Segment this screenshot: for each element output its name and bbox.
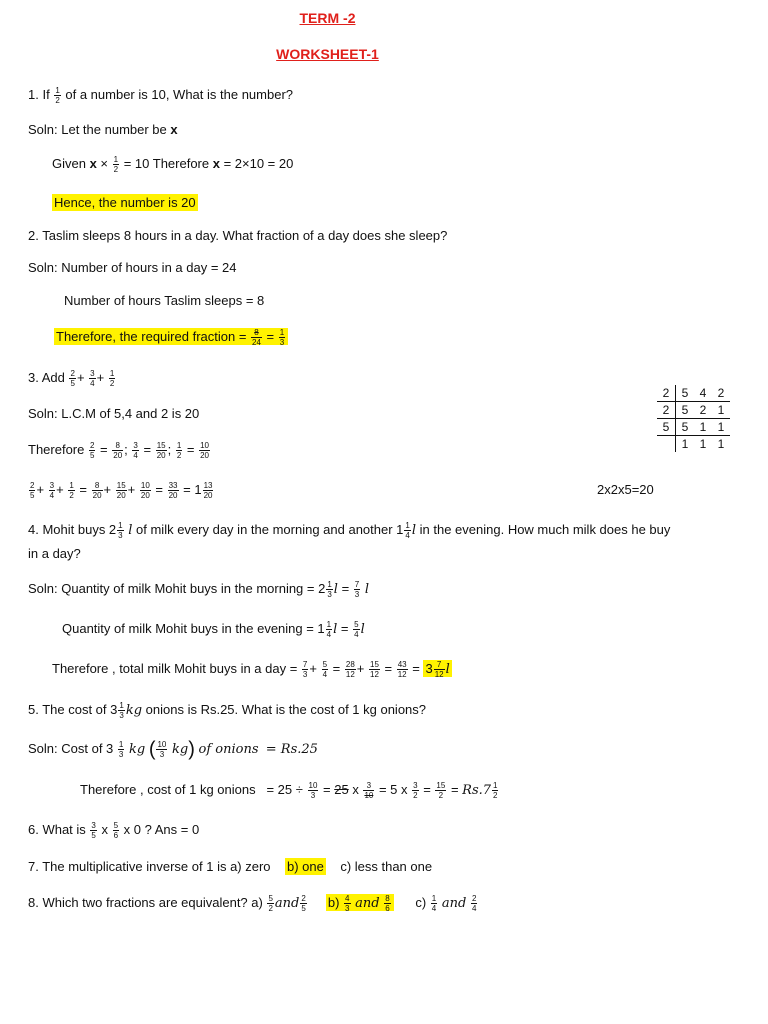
question-8: 8. Which two fractions are equivalent? a) $\frac{5}{2}$ and $\frac{2}{5}$ b) $\frac{4}{3}$ and $\frac{8}{6}$ c) $\frac{1}{4}$ and $\frac{2}{4}$ <box>28 894 477 913</box>
q3-lcm-line: Soln: L.C.M of 5,4 and 2 is 20 <box>28 406 200 421</box>
fraction: $\frac{1}{2}$ <box>55 86 60 105</box>
question-4-cont: in a day? <box>28 546 81 561</box>
q4-evening: Quantity of milk Mohit buys in the evening = 1 $\frac{1}{4}$ l = $\frac{5}{4}$ l <box>62 620 365 639</box>
question-2: 2. Taslim sleeps 8 hours in a day. What fraction of a day does she sleep? <box>28 228 448 243</box>
q1-solution-line: Soln: Let the number be x <box>28 122 178 137</box>
term-heading: TERM -2 <box>299 10 356 26</box>
q3-sum-line: $\frac{2}{5}$ + $\frac{3}{4}$ + $\frac{1}{2}$ = $\frac{8}{20}$ + $\frac{15}{20}$ + $\frac{10}{20}$ = $\frac{33}{20}$ = 1 $\frac{13}{20}$ <box>30 481 213 500</box>
lcm-division-table: 2 5 4 2 2 5 2 1 5 5 1 1 1 1 1 <box>657 385 730 452</box>
q2-solution-line-1: Soln: Number of hours in a day = 24 <box>28 260 237 275</box>
q5-solution-line: Soln: Cost of 3 $\frac{1}{3}$ kg ( $\frac{10}{3}$ kg) of onions = Rs.25 <box>28 738 318 761</box>
lcm-product: 2x2x5=20 <box>597 482 654 497</box>
question-3: 3. Add $\frac{2}{5}$ + $\frac{3}{4}$ + $\frac{1}{2}$ <box>28 369 115 388</box>
worksheet-heading: WORKSHEET-1 <box>276 46 379 62</box>
q1-answer: Hence, the number is 20 <box>54 195 196 210</box>
fraction: $\frac{1}{2}$ <box>113 155 119 174</box>
q2-solution-line-2: Number of hours Taslim sleeps = 8 <box>64 293 265 308</box>
question-1: 1. If $\frac{1}{2}$ of a number is 10, What is the number? <box>28 86 294 105</box>
q5-cost-line: Therefore , cost of 1 kg onions = 25 ÷ $\frac{10}{3}$ = 25 x $\frac{3}{10}$ = 5 x $\frac{3}{2}$ = $\frac{15}{2}$ = Rs.7 $\frac{1}{2}$ <box>80 781 498 800</box>
question-4: 4. Mohit buys 2 $\frac{1}{3}$ l of milk every day in the morning and another 1 $\frac{1}{4}$ l in the evening. How much milk does he buy <box>28 521 671 540</box>
q2-answer: Therefore, the required fraction = $\frac{8}{24}$ = $\frac{1}{3}$ <box>54 328 288 347</box>
question-7: 7. The multiplicative inverse of 1 is a) zero b) one c) less than one <box>28 859 433 874</box>
q4-total: Therefore , total milk Mohit buys in a day = $\frac{7}{3}$ + $\frac{5}{4}$ = $\frac{28}{12}$ + $\frac{15}{12}$ = $\frac{43}{12}$ = 3 $\frac{7}{12}$ l <box>52 660 450 679</box>
q1-given-line: Given x × $\frac{1}{2}$ = 10 Therefore x = 2×10 = 20 <box>52 155 294 174</box>
question-6: 6. What is $\frac{3}{5}$ x $\frac{5}{6}$ x 0 ? Ans = 0 <box>28 821 200 840</box>
question-5: 5. The cost of 3 $\frac{1}{3}$ kg onions is Rs.25. What is the cost of 1 kg onions? <box>28 701 427 720</box>
q3-therefore-line: Therefore $\frac{2}{5}$ = $\frac{8}{20}$ ; $\frac{3}{4}$ = $\frac{15}{20}$ ; $\frac{1}{2}$ = $\frac{10}{20}$ <box>28 441 210 460</box>
q4-morning: Soln: Quantity of milk Mohit buys in the morning = 2 $\frac{1}{3}$ l = $\frac{7}{3}$ l <box>28 580 370 599</box>
